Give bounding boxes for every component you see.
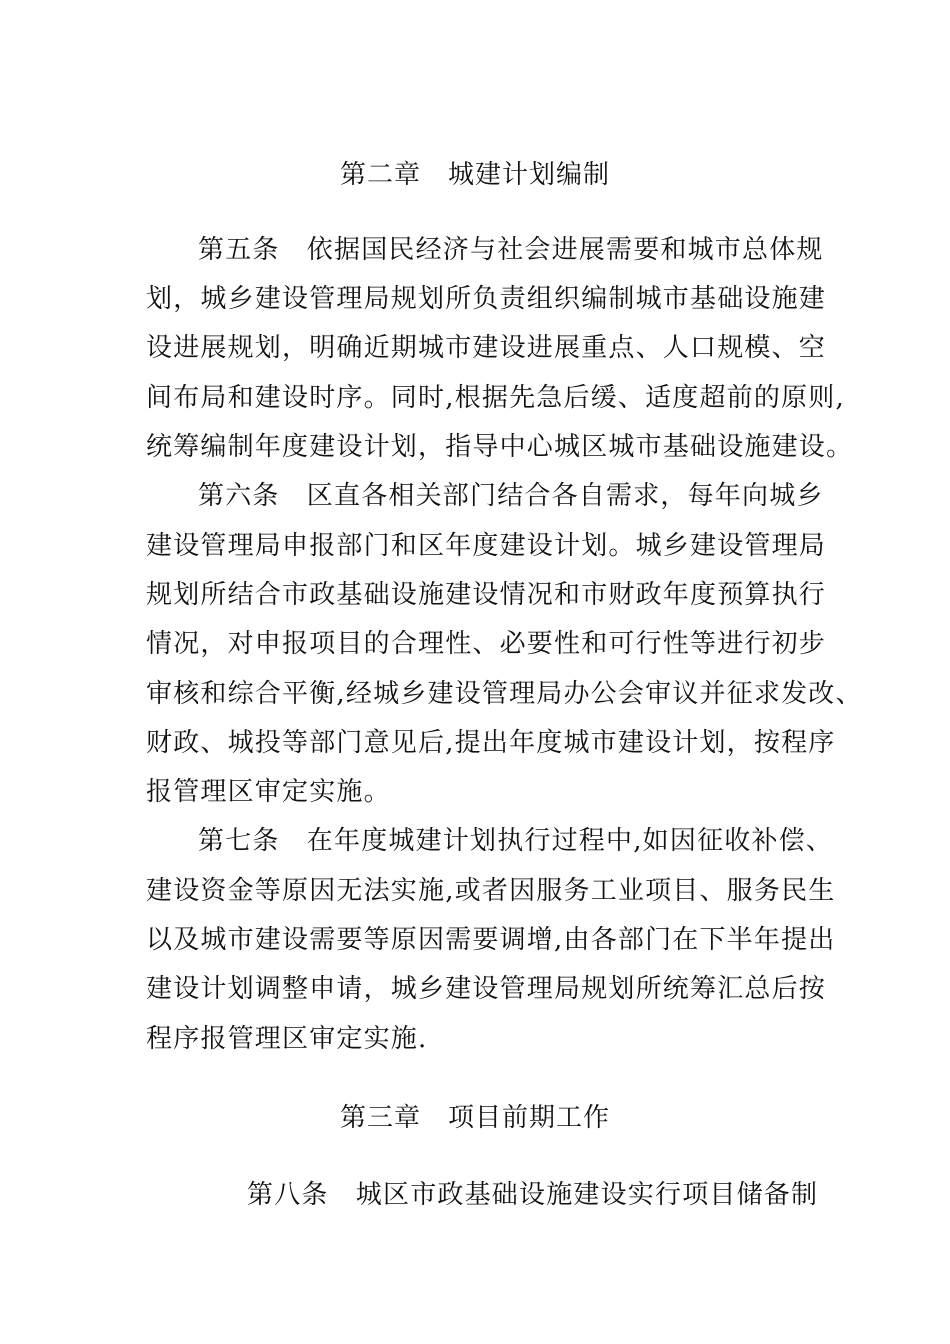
article-6-line-1: 第六条 区直各相关部门结合各自需求，每年向城乡 — [198, 481, 824, 511]
article-7-line-4: 建设计划调整申请，城乡建设管理局规划所统筹汇总后按 — [146, 974, 827, 1004]
article-5-line-4: 间布局和建设时序。同时,根据先急后缓、适度超前的原则, — [146, 383, 845, 413]
article-7-line-2: 建设资金等原因无法实施,或者因服务工业项目、服务民生 — [146, 876, 836, 906]
article-8-line-1: 第八条 城区市政基础设施建设实行项目储备制 — [247, 1180, 819, 1210]
article-7-line-1: 第七条 在年度城建计划执行过程中,如因征收补偿、 — [198, 826, 834, 856]
article-5-line-5: 统筹编制年度建设计划，指导中心城区城市基础设施建设。 — [146, 432, 854, 462]
article-6-line-3: 规划所结合市政基础设施建设情况和市财政年度预算执行 — [146, 580, 827, 610]
article-6-line-6: 财政、城投等部门意见后,提出年度城市建设计划，按程序 — [146, 728, 836, 758]
article-7-line-5: 程序报管理区审定实施. — [146, 1024, 428, 1054]
article-6-line-2: 建设管理局申报部门和区年度建设计划。城乡建设管理局 — [146, 531, 827, 561]
article-6-line-5: 审核和综合平衡,经城乡建设管理局办公会审议并征求发改、 — [146, 679, 863, 709]
article-6-line-7: 报管理区审定实施。 — [146, 777, 391, 807]
article-6-line-4: 情况，对申报项目的合理性、必要性和可行性等进行初步 — [146, 629, 827, 659]
article-7-line-3: 以及城市建设需要等原因需要调增,由各部门在下半年提出 — [146, 925, 836, 955]
chapter-2-title: 第二章 城建计划编制 — [339, 160, 610, 190]
article-5-line-3: 设进展规划，明确近期城市建设进展重点、人口规模、空 — [146, 333, 827, 363]
article-5-line-2: 划，城乡建设管理局规划所负责组织编制城市基础设施建 — [146, 284, 827, 314]
chapter-3-title: 第三章 项目前期工作 — [339, 1103, 610, 1133]
article-5-line-1: 第五条 依据国民经济与社会进展需要和城市总体规 — [198, 235, 824, 265]
